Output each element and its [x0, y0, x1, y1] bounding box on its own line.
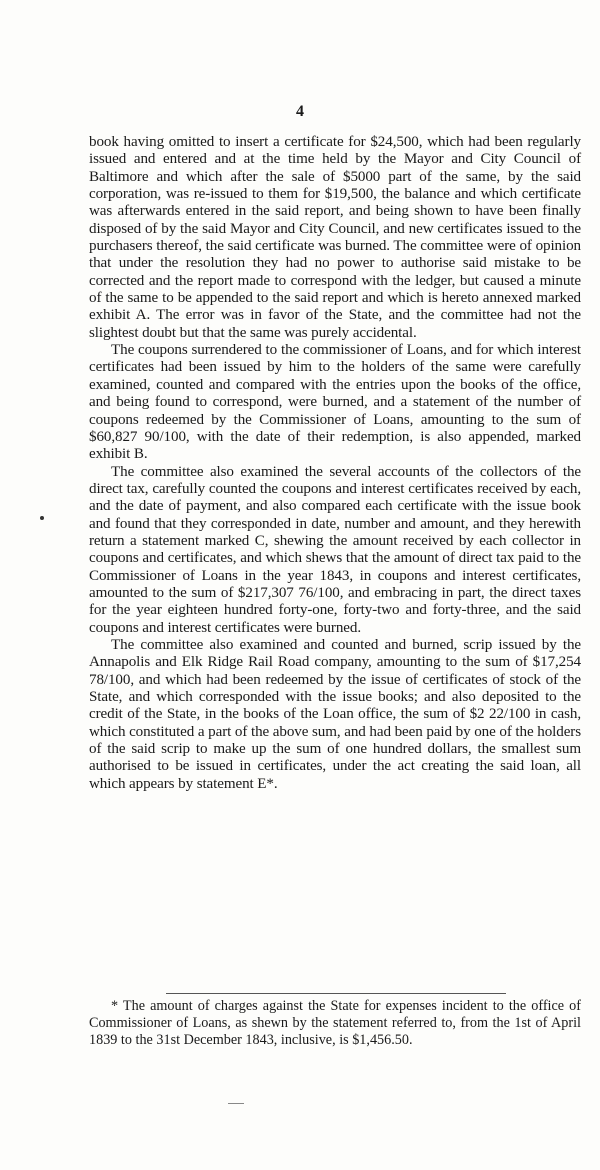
margin-ink-dot: [40, 516, 44, 520]
footnote: * The amount of charges against the State for expenses incident to the office of Commissioner of Loans, as shewn by the statement referred to, from the 1st of April 1839 to the 31st December 1843, inclusive, is $1,456.50.: [89, 998, 581, 1048]
paragraph-4: The committee also examined and counted and burned, scrip issued by the Annapolis and Elk Ridge Rail Road company, amounting to the sum of $17,254 78/100, and which had been redeemed by the issue of certificates of stock of the State, and which corresponded with the issue books; and also deposited to the credit of the State, in the books of the Loan office, the sum of $2 22/100 in cash, which constituted a part of the above sum, and had been paid by one of the holders of the said scrip to make up the sum of one hundred dollars, the smallest sum authorised to be issued in certificates, under the act creating the said loan, all which appears by statement E*.: [89, 636, 581, 792]
paragraph-1: book having omitted to insert a certificate for $24,500, which had been regularly issued and entered and at the time held by the Mayor and City Council of Baltimore and which after the sale of $5000 part of the same, by the said corporation, was re-issued to them for $19,500, the balance and which certificate was afterwards entered in the said report, and being shown to have been finally disposed of by the said Mayor and City Council, and new certificates issued to the purchasers thereof, the said certificate was burned. The committee were of opinion that under the resolution they had no power to authorise said mistake to be corrected and the report made to correspond with the ledger, but caused a minute of the same to be appended to the said report and which is hereto annexed marked exhibit A. The error was in favor of the State, and the committee had not the slightest doubt but that the same was purely accidental.: [89, 134, 581, 341]
bottom-mark: [228, 1103, 244, 1104]
body-text: [89, 134, 581, 793]
footnote-divider: [166, 993, 506, 994]
paragraph-3: The committee also examined the several accounts of the collectors of the direct tax, carefully counted the coupons and interest certificates received by each, and the date of payment, and also compared each certificate with the issue book and found that they corresponded in date, number and amount, and they herewith return a statement marked C, shewing the amount received by each collector in coupons and certificates, and which shews that the amount of direct tax paid to the Commissioner of Loans in the year 1843, in coupons and interest certificates, amounted to the sum of $217,307 76/100, and embracing in part, the direct taxes for the year eighteen hundred forty-one, forty-two and forty-three, and the said coupons and interest certificates were burned.: [89, 463, 581, 636]
paragraph-2: The coupons surrendered to the commissioner of Loans, and for which interest certificates had been issued by him to the holders of the same were carefully examined, counted and compared with the entries upon the books of the office, and being found to correspond, were burned, and a statement of the number of coupons redeemed by the Commissioner of Loans, amounting to the sum of $60,827 90/100, with the date of their redemption, is also appended, marked exhibit B.: [89, 342, 581, 463]
page-number: 4: [296, 103, 304, 120]
